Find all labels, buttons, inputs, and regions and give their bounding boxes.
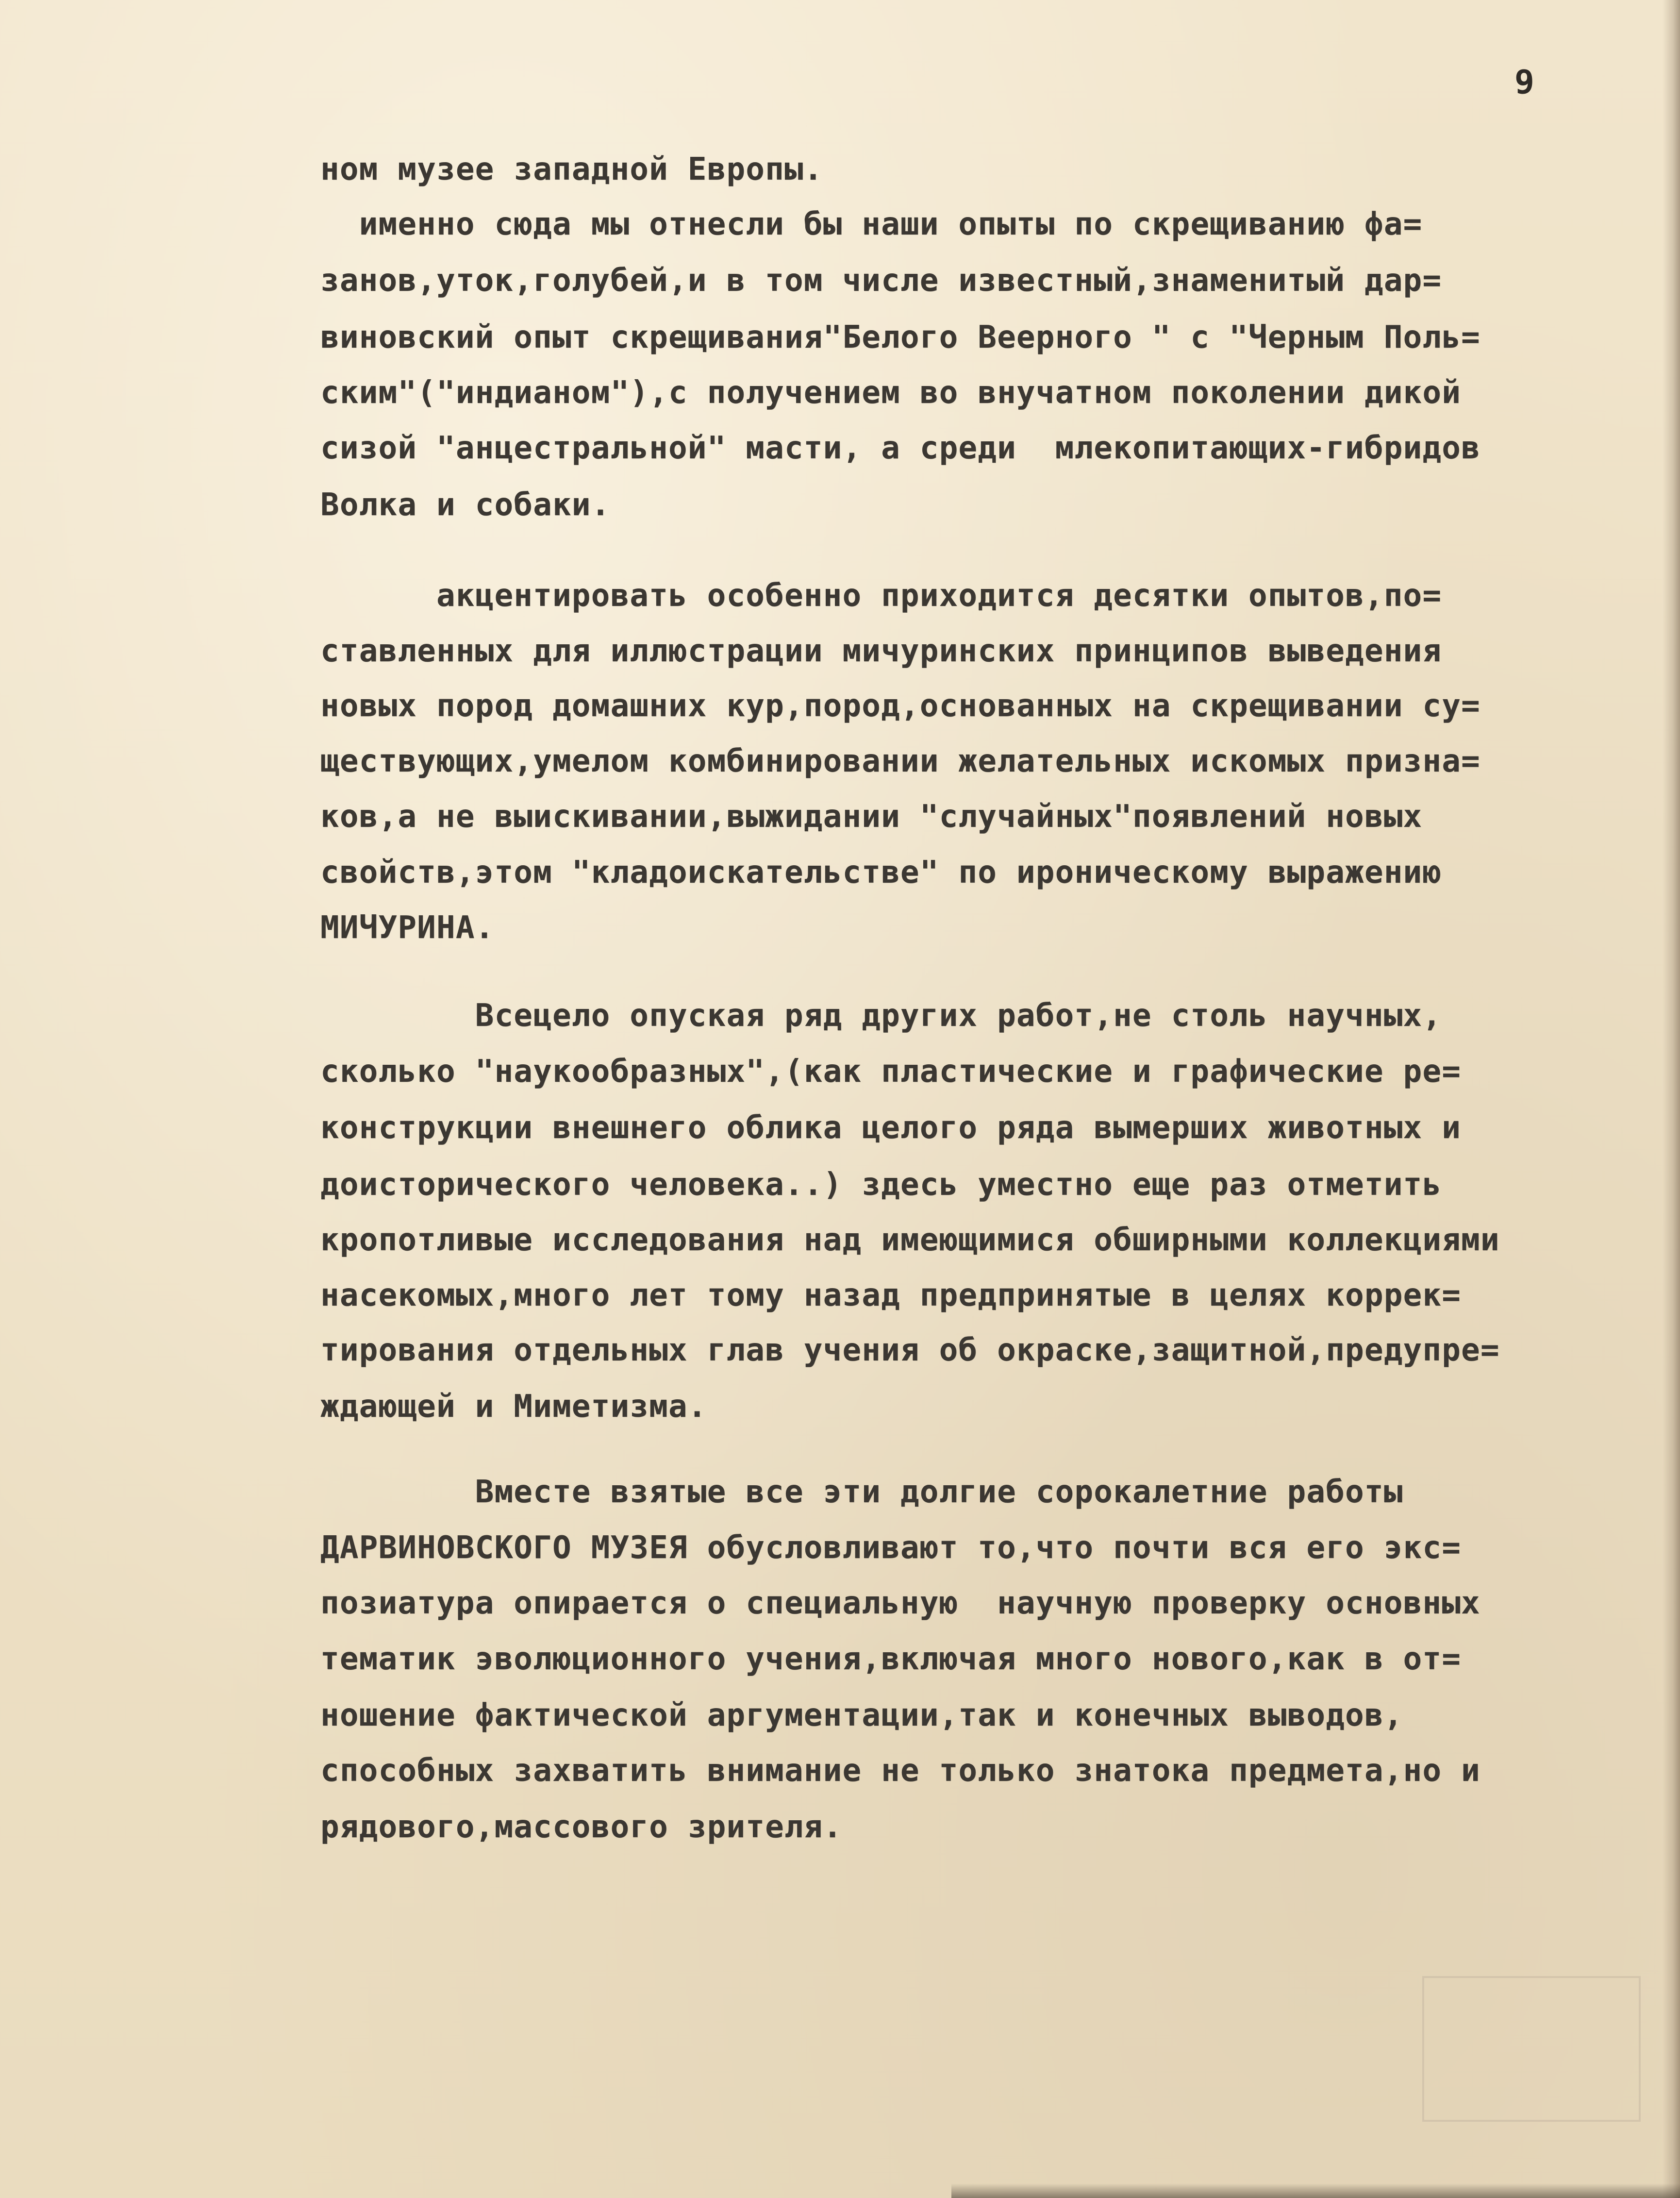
text-line: сколько "наукообразных",(как пластические и графические ре= bbox=[320, 1054, 1462, 1090]
text-line: ном музее западной Европы. bbox=[320, 151, 823, 187]
text-line: Вместе взятые все эти долгие сорокалетние работы bbox=[320, 1474, 1403, 1510]
text-line: способных захватить внимание не только знатока предмета,но и bbox=[320, 1753, 1480, 1789]
text-line: тематик эволюционного учения,включая много нового,как в от= bbox=[320, 1641, 1462, 1677]
text-line: Волка и собаки. bbox=[320, 487, 611, 523]
page-number: 9 bbox=[1514, 63, 1535, 101]
text-line: конструкции внешнего облика целого ряда вымерших животных и bbox=[320, 1110, 1462, 1146]
text-line: новых пород домашних кур,пород,основанных на скрещивании су= bbox=[320, 688, 1480, 724]
text-line: ков,а не выискивании,выжидании "случайных"появлений новых bbox=[320, 799, 1423, 835]
text-line: ношение фактической аргументации,так и конечных выводов, bbox=[320, 1697, 1403, 1733]
text-line: доисторического человека..) здесь уместно еще раз отметить bbox=[320, 1167, 1442, 1203]
text-line: ществующих,умелом комбинировании желательных искомых призна= bbox=[320, 743, 1480, 779]
text-line: ставленных для иллюстрации мичуринских принципов выведения bbox=[320, 633, 1442, 669]
text-line: рядового,массового зрителя. bbox=[320, 1809, 843, 1845]
text-line: Всецело опуская ряд других работ,не столь научных, bbox=[320, 998, 1442, 1034]
text-line: позиатура опирается о специальную научную проверку основных bbox=[320, 1585, 1480, 1621]
text-line: ДАРВИНОВСКОГО МУЗЕЯ обусловливают то,что почти вся его экс= bbox=[320, 1530, 1462, 1566]
text-line: именно сюда мы отнесли бы наши опыты по скрещиванию фа= bbox=[320, 206, 1423, 242]
text-line: насекомых,много лет тому назад предпринятые в целях коррек= bbox=[320, 1277, 1462, 1313]
text-line: свойств,этом "кладоискательстве" по ироническому выражению bbox=[320, 855, 1442, 890]
text-line: акцентировать особенно приходится десятки опытов,по= bbox=[320, 578, 1442, 614]
text-line: сизой "анцестральной" масти, а среди млекопитающих-гибридов bbox=[320, 430, 1480, 466]
text-line: занов,уток,голубей,и в том числе известный,знаменитый дар= bbox=[320, 263, 1442, 299]
text-line: виновский опыт скрещивания"Белого Веерного " с "Черным Поль= bbox=[320, 319, 1480, 355]
text-line: кропотливые исследования над имеющимися обширными коллекциями bbox=[320, 1222, 1500, 1258]
text-line: ским"("индианом"),с получением во внучатном поколении дикой bbox=[320, 375, 1462, 411]
text-line: МИЧУРИНА. bbox=[320, 910, 495, 946]
text-line: ждающей и Миметизма. bbox=[320, 1389, 707, 1425]
text-line: тирования отдельных глав учения об окраске,защитной,предупре= bbox=[320, 1332, 1500, 1368]
